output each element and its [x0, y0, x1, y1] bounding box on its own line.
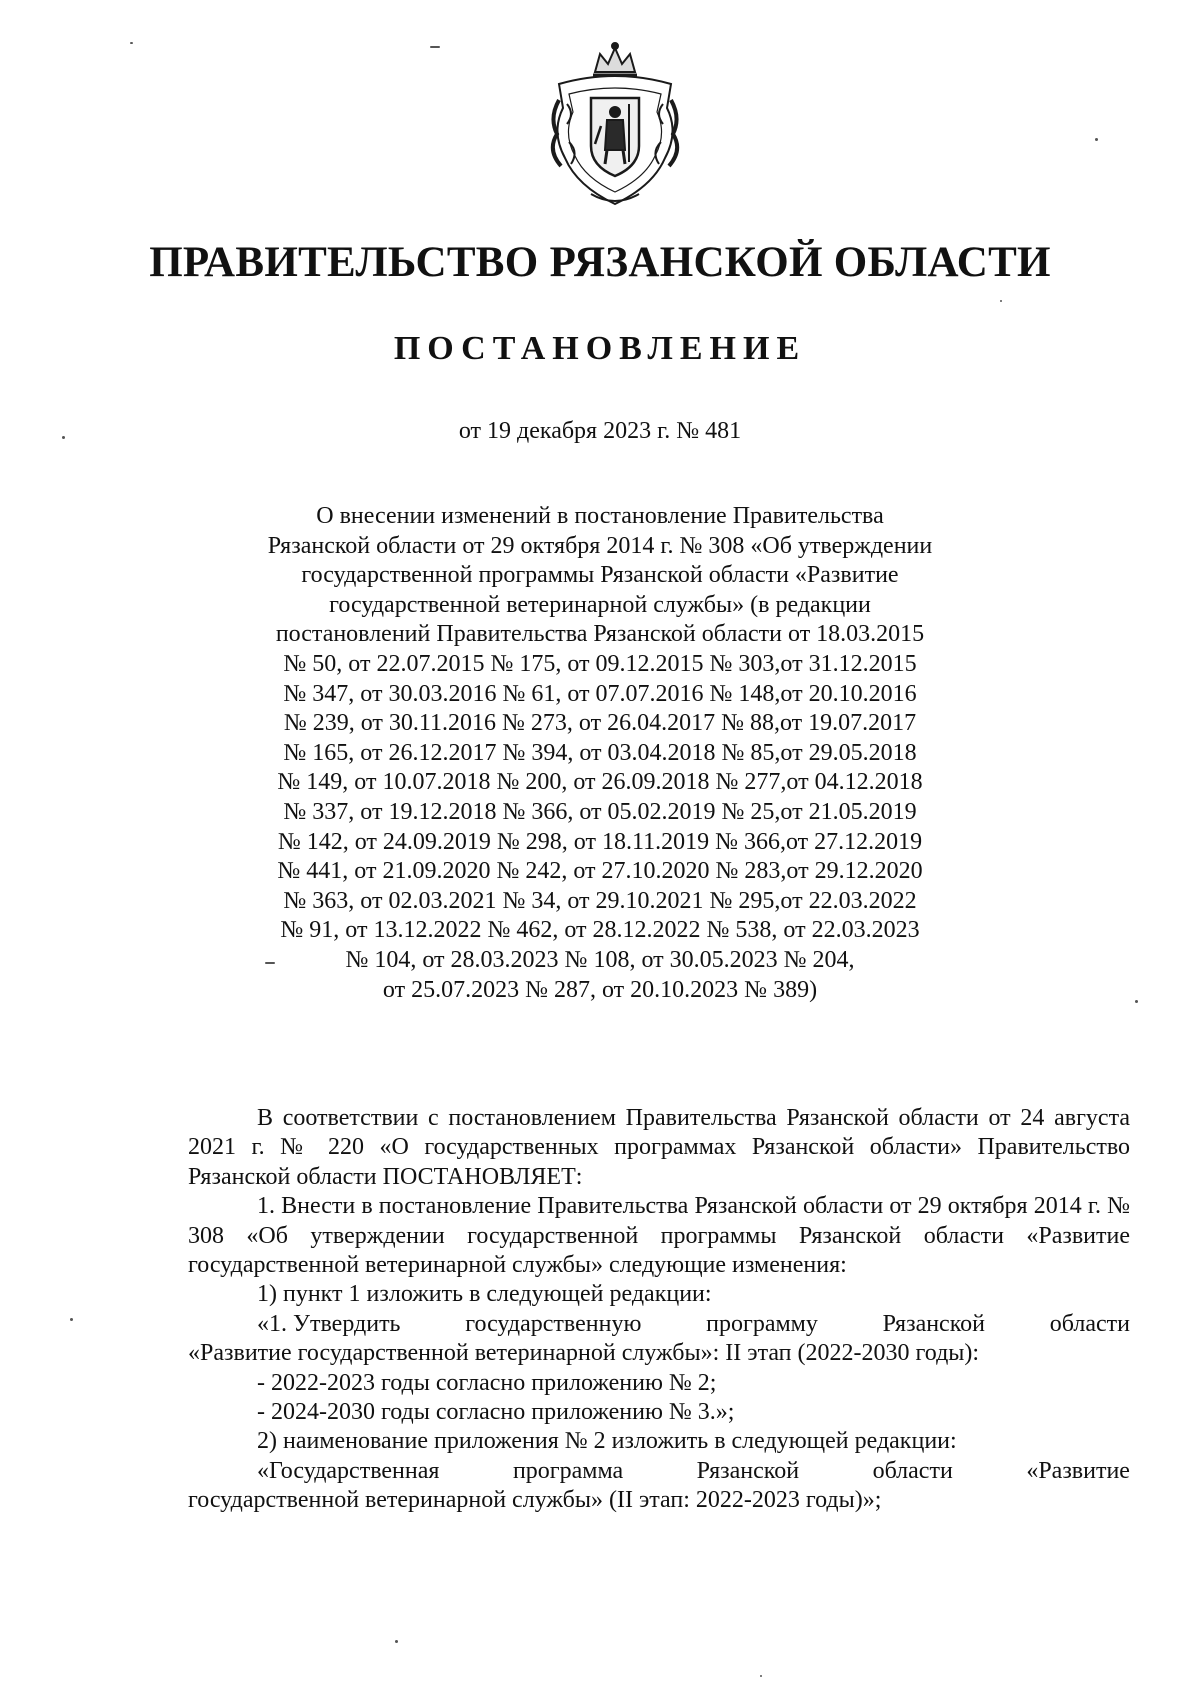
subitem-2-paragraph: 2) наименование приложения № 2 изложить в следующей редакции:: [257, 1428, 957, 1455]
quote-2-continuation: государственной ветеринарной службы» (II этап: 2022-2023 годы)»;: [188, 1487, 882, 1514]
subject-line: № 337, от 19.12.2018 № 366, от 05.02.2019 № 25,от 21.05.2019: [283, 798, 917, 825]
scan-speck: [430, 46, 440, 48]
subject-line: Рязанской области от 29 октября 2014 г. № 308 «Об утверждении: [267, 532, 933, 559]
scan-speck: [760, 1675, 762, 1677]
subject-line: № 142, от 24.09.2019 № 298, от 18.11.2019 № 366,от 27.12.2019: [277, 828, 923, 855]
scan-speck: [70, 1318, 73, 1321]
quote-1-continuation: «Развитие государственной ветеринарной службы»: II этап (2022-2030 годы):: [188, 1340, 980, 1367]
subject-line: государственной ветеринарной службы» (в редакции: [329, 591, 871, 618]
subject-line: № 347, от 30.03.2016 № 61, от 07.07.2016 № 148,от 20.10.2016: [283, 680, 917, 707]
subject-line: от 25.07.2023 № 287, от 20.10.2023 № 389): [382, 976, 818, 1003]
quote-2-word: Рязанской: [696, 1457, 800, 1484]
document-date-number: от 19 декабря 2023 г. № 481: [458, 418, 742, 444]
preamble-paragraph: В соответствии с постановлением Правительства Рязанской области от 24 августа 2021 г. № 220 «О государственных программах Рязанской области» Правительство Рязанской области ПОСТАНОВЛЯЕТ:: [188, 1105, 1130, 1190]
document-subject: [220, 502, 980, 1005]
quote-1-word: Рязанской: [882, 1310, 985, 1337]
quote-1-word: «1. Утвердить: [257, 1310, 401, 1337]
scan-speck: [1000, 300, 1002, 302]
scan-speck: [1135, 1000, 1138, 1003]
subject-line: № 50, от 22.07.2015 № 175, от 09.12.2015 № 303,от 31.12.2015: [283, 650, 917, 677]
scan-speck: [265, 962, 275, 964]
quote-2-first-line: [188, 1457, 1130, 1486]
subject-line: № 441, от 21.09.2020 № 242, от 27.10.2020 № 283,от 29.12.2020: [277, 858, 923, 885]
organization-title: ПРАВИТЕЛЬСТВО РЯЗАНСКОЙ ОБЛАСТИ: [149, 239, 1051, 286]
subject-line: № 149, от 10.07.2018 № 200, от 26.09.2018 № 277,от 04.12.2018: [277, 769, 923, 796]
subject-line: № 91, от 13.12.2022 № 462, от 28.12.2022 № 538, от 22.03.2023: [280, 917, 920, 944]
subject-line: постановлений Правительства Рязанской области от 18.03.2015: [275, 621, 925, 648]
item-1-paragraph: 1. Внести в постановление Правительства Рязанской области от 29 октября 2014 г. № 308 «Об утверждении государственной программы Рязанской области «Развитие государственной ветеринарной службы» следующие изменения:: [188, 1193, 1130, 1279]
subject-line: № 239, от 30.11.2016 № 273, от 26.04.2017 № 88,от 19.07.2017: [283, 710, 917, 737]
coat-of-arms-icon: [545, 42, 685, 210]
subitem-1-paragraph: 1) пункт 1 изложить в следующей редакции:: [257, 1281, 712, 1308]
quote-2-word: «Развитие: [1026, 1457, 1130, 1484]
quote-2-word: программа: [512, 1457, 624, 1484]
subject-line: государственной программы Рязанской области «Развитие: [301, 562, 899, 589]
subject-line: № 165, от 26.12.2017 № 394, от 03.04.2018 № 85,от 29.05.2018: [283, 739, 917, 766]
subject-line: № 363, от 02.03.2021 № 34, от 29.10.2021 № 295,от 22.03.2022: [283, 887, 917, 914]
subject-line: № 104, от 28.03.2023 № 108, от 30.05.2023 № 204,: [345, 946, 855, 973]
quote-1-word: программу: [706, 1310, 818, 1337]
quote-1-first-line: [188, 1310, 1130, 1339]
document-body: [188, 1104, 1130, 1516]
quote-2-word: области: [872, 1457, 953, 1484]
document-type-heading: ПОСТАНОВЛЕНИЕ: [393, 330, 807, 367]
dash-item-2024-2030: - 2024-2030 годы согласно приложению № 3.»;: [257, 1399, 735, 1426]
subject-line: О внесении изменений в постановление Правительства: [316, 503, 884, 529]
quote-1-word: области: [1049, 1310, 1130, 1337]
scan-speck: [395, 1640, 398, 1643]
scan-speck: [62, 436, 65, 439]
scan-speck: [1095, 138, 1098, 141]
quote-1-word: государственную: [465, 1310, 642, 1337]
quote-2-word: «Государственная: [257, 1457, 440, 1484]
dash-item-2022-2023: - 2022-2023 годы согласно приложению № 2;: [257, 1369, 717, 1396]
scan-speck: [130, 42, 133, 44]
